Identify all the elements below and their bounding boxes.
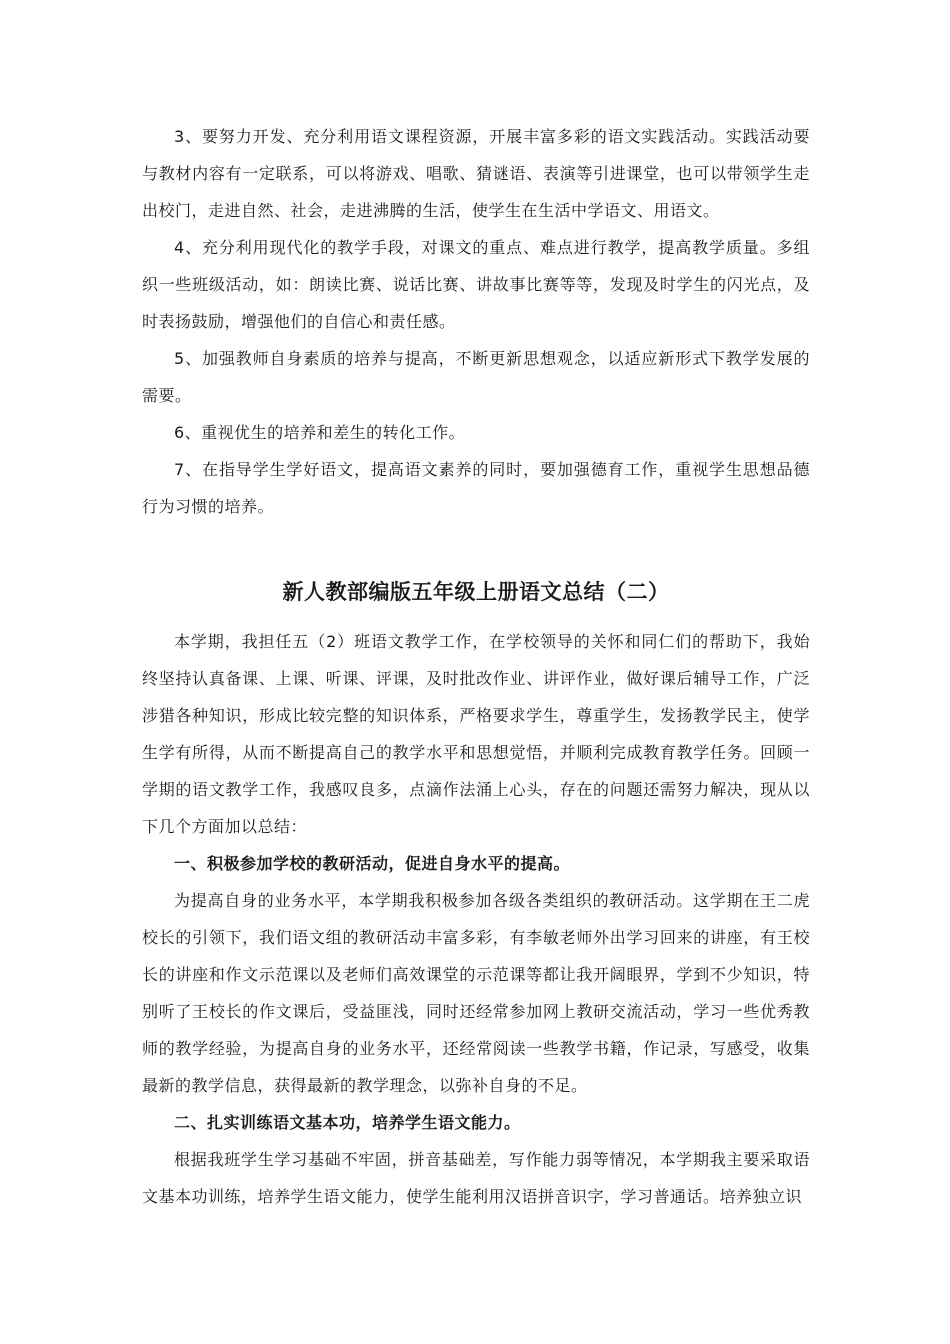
subheading-two: 二、扎实训练语文基本功，培养学生语文能力。 <box>174 1113 521 1132</box>
paragraph-item-3: 3、要努力开发、充分利用语文课程资源，开展丰富多彩的语文实践活动。实践活动要与教材内容有一定联系，可以将游戏、唱歌、猜谜语、表演等引进课堂，也可以带领学生走出校门，走进自然、社会，走进沸腾的生活，使学生在生活中学语文、用语文。 <box>142 127 810 220</box>
body-paragraph-two: 根据我班学生学习基础不牢固，拼音基础差，写作能力弱等情况，本学期我主要采取语文基本功训练，培养学生语文能力，使学生能利用汉语拼音识字，学习普通话。培养独立识 <box>142 1150 810 1206</box>
subheading-one: 一、积极参加学校的教研活动，促进自身水平的提高。 <box>174 854 571 873</box>
paragraph-item-5: 5、加强教师自身素质的培养与提高，不断更新思想观念，以适应新形式下教学发展的需要。 <box>142 349 810 405</box>
paragraph-item-7: 7、在指导学生学好语文，提高语文素养的同时，要加强德育工作，重视学生思想品德行为习惯的培养。 <box>142 460 810 516</box>
paragraph-item-6: 6、重视优生的培养和差生的转化工作。 <box>174 423 466 442</box>
section-title: 新人教部编版五年级上册语文总结（二） <box>282 580 670 604</box>
paragraph-item-4: 4、充分利用现代化的教学手段，对课文的重点、难点进行教学，提高教学质量。多组织一些班级活动，如：朗读比赛、说话比赛、讲故事比赛等等，发现及时学生的闪光点，及时表扬鼓励，增强他们的自信心和责任感。 <box>142 238 810 331</box>
body-paragraph-one: 为提高自身的业务水平，本学期我积极参加各级各类组织的教研活动。这学期在王二虎校长的引领下，我们语文组的教研活动丰富多彩，有李敏老师外出学习回来的讲座，有王校长的讲座和作文示范课以及老师们高效课堂的示范课等都让我开阔眼界，学到不少知识，特别听了王校长的作文课后，受益匪浅，同时还经常参加网上教研交流活动，学习一些优秀教师的教学经验，为提高自身的业务水平，还经常阅读一些教学书籍，作记录，写感受，收集最新的教学信息，获得最新的教学理念，以弥补自身的不足。 <box>142 891 810 1095</box>
intro-paragraph: 本学期，我担任五（2）班语文教学工作，在学校领导的关怀和同仁们的帮助下，我始终坚持认真备课、上课、听课、评课，及时批改作业、讲评作业，做好课后辅导工作，广泛涉猎各种知识，形成比较完整的知识体系，严格要求学生，尊重学生，发扬教学民主，使学生学有所得，从而不断提高自己的教学水平和思想觉悟，并顺利完成教育教学任务。回顾一学期的语文教学工作，我感叹良多，点滴作法涌上心头，存在的问题还需努力解决，现从以下几个方面加以总结： <box>142 632 810 836</box>
